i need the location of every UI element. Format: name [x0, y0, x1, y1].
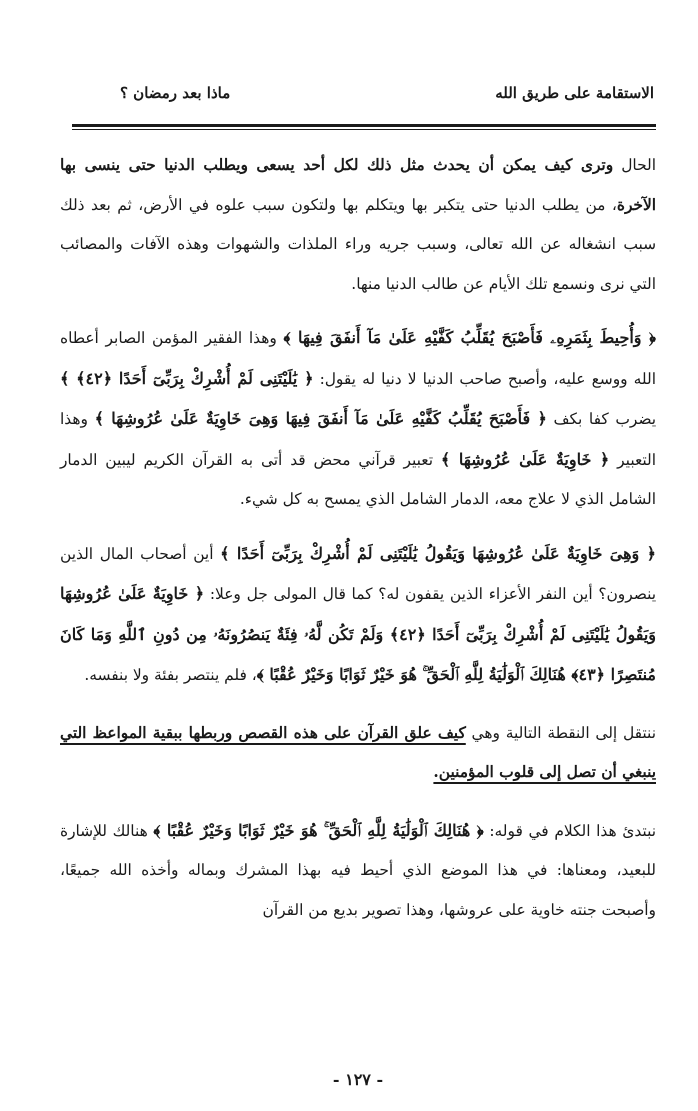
paragraph-1: [60, 146, 656, 304]
quran-verse: ﴿ يَٰلَيْتَنِى لَمْ أُشْرِكْ بِرَبِّىٓ أَحَدًا ﴿٤٢﴾ ﴾: [60, 368, 314, 388]
paragraph-4: [60, 714, 656, 793]
paragraph-2-text-b: يضرب كفا بكف: [546, 410, 656, 428]
quran-verse: ﴿ وَأُحِيطَ بِثَمَرِهِۦ فَأَصْبَحَ يُقَلِّبُ كَفَّيْهِ عَلَىٰ مَآ أَنفَقَ فِيهَا ﴾: [283, 328, 656, 347]
paragraph-3: [60, 534, 656, 696]
quran-verse: ﴿ خَاوِيَةٌ عَلَىٰ عُرُوشِهَا ﴾: [440, 449, 610, 469]
paragraph-1-lead: الحال: [613, 156, 656, 174]
paragraph-4-bold-underlined: كيف علق القرآن على هذه القصص وربطها ببقية المواعظ التي ينبغي أن تصل إلى قلوب المؤمنين.: [60, 723, 656, 781]
paragraph-5-lead: نبتدئ هذا الكلام في قوله:: [483, 821, 656, 840]
paragraph-5-text: هنالك للإشارة للبعيد، ومعناها: في هذا الموضع الذي أحيط فيه بهذا المشرك وبماله وأخذه الله جميعًا، وأصبحت جنته خاوية على عروشها، وهذا تصوير بديع من القرآن: [60, 821, 656, 919]
paragraph-2: [60, 318, 656, 520]
running-header: [60, 78, 656, 114]
paragraph-4-lead: ننتقل إلى النقطة التالية وهي: [465, 723, 656, 742]
paragraph-2-text-c: وهذا التعبير: [60, 410, 656, 469]
book-page: [60, 78, 656, 1088]
page-number: - ١٢٧ -: [332, 1070, 384, 1089]
page-body: [60, 146, 656, 930]
header-rule-thick: [72, 124, 656, 127]
paragraph-5: [60, 811, 656, 931]
quran-verse: ﴿ وَهِىَ خَاوِيَةٌ عَلَىٰ عُرُوشِهَا وَيَقُولُ يَٰلَيْتَنِى لَمْ أُشْرِكْ بِرَبِّىٓ أَحَدًا ﴾: [220, 543, 656, 563]
header-section-title: ماذا بعد رمضان ؟: [120, 84, 231, 102]
paragraph-3-text-b: ، فلم ينتصر بفئة ولا بنفسه.: [84, 666, 257, 684]
quran-verse: ﴿ خَاوِيَةٌ عَلَىٰ عُرُوشِهَا وَيَقُولُ يَٰلَيْتَنِى لَمْ أُشْرِكْ بِرَبِّىٓ أَحَدًا ﴿٤٢﴾ وَلَمْ تَكُن لَّهُۥ فِئَةٌ يَنصُرُونَهُۥ مِن دُونِ ٱللَّهِ وَمَا كَانَ مُنتَصِرًا ﴿٤٣﴾ هُنَالِكَ ٱلْوَلَٰيَةُ لِلَّهِ ٱلْحَقِّ ۚ هُوَ خَيْرٌ ثَوَابًا وَخَيْرٌ عُقْبًا ﴾: [60, 584, 656, 684]
quran-verse: ﴿ فَأَصْبَحَ يُقَلِّبُ كَفَّيْهِ عَلَىٰ مَآ أَنفَقَ فِيهَا وَهِىَ خَاوِيَةٌ عَلَىٰ عُرُوشِهَا ﴾: [94, 409, 547, 428]
paragraph-1-bold: وترى كيف يمكن أن يحدث مثل ذلك لكل أحد يسعى ويطلب الدنيا حتى ينسى بها الآخرة: [60, 156, 656, 214]
header-book-title: الاستقامة على طريق الله: [495, 84, 654, 102]
paragraph-1-text: ، من يطلب الدنيا حتى يتكبر بها ويتكلم بها ولتكون سبب علوه في الأرض، ثم بعد ذلك سبب انشغاله عن الله تعالى، وسبب جريه وراء الملذات والشهوات وهذه الآفات والمصائب التي نرى ونسمع تلك الأيام عن طالب الدنيا منها.: [60, 195, 656, 293]
paragraph-2-text-a: وهذا الفقير المؤمن الصابر أعطاه الله ووسع عليه، وأصبح صاحب الدنيا لا دنيا له يقول:: [60, 329, 656, 388]
header-rule-thin: [72, 129, 656, 130]
paragraph-3-text-a: أين أصحاب المال الذين ينصرون؟ أين النفر الأعزاء الذين يقفون له؟ كما قال المولى جل وعلا:: [60, 544, 657, 603]
paragraph-2-text-d: تعبير قرآني محض قد أتى به القرآن الكريم ليبين الدمار الشامل الذي لا علاج معه، الدمار الشامل الذي يمسح به كل شيء.: [60, 450, 656, 508]
quran-verse: ﴿ هُنَالِكَ ٱلْوَلَٰيَةُ لِلَّهِ ٱلْحَقِّ ۚ هُوَ خَيْرٌ ثَوَابًا وَخَيْرٌ عُقْبًا ﴾: [153, 820, 484, 840]
